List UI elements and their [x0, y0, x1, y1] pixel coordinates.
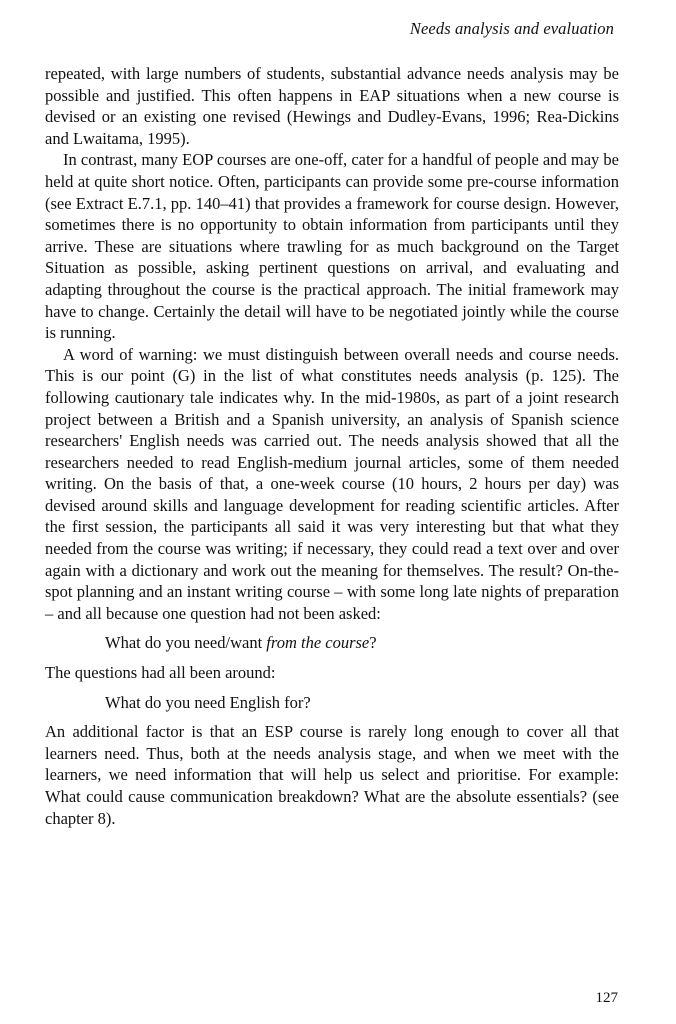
paragraph-5: An additional factor is that an ESP course is rarely long enough to cover all that learners need. Thus, both at the needs analysis stage, and when we meet with the learners, we need information that will help us select and prioritise. For example: What could cause communication breakdown? What are the absolute essentials? (see chapter 8).: [45, 722, 619, 828]
paragraph-3: A word of warning: we must distinguish between overall needs and course needs. This is our point (G) in the list of what constitutes needs analysis (p. 125). The following cautionary tale indicates why. In the mid-1980s, as part of a joint research project between a British and a Spanish university, an analysis of Spanish science researchers' English needs was carried out. The needs analysis showed that all the researchers needed to read English-medium journal articles, some of them needed writing. On the basis of that, a one-week course (10 hours, 2 hours per day) was devised around skills and language development for reading scientific articles. After the first session, the participants all said it was very interesting but that what they needed from the course was writing; if necessary, they could read a text over and over again with a dictionary and work out the meaning for themselves. The result? On-the-spot planning and an instant writing course – with some long late nights of preparation – and all because one question had not been asked:: [45, 344, 619, 623]
paragraph-1: repeated, with large numbers of students, substantial advance needs analysis may be possible and justified. This often happens in EAP situations when a new course is devised or an existing one revised (Hewings and Dudley-Evans, 1996; Rea-Dickins and Lwaitama, 1995).: [45, 64, 619, 148]
paragraph-4: The questions had all been around:: [45, 663, 276, 683]
page-number: 127: [595, 990, 618, 1006]
example-question-2: What do you need English for?: [105, 692, 311, 712]
example-question-1-emphasis: from the course: [266, 633, 370, 653]
running-head: Needs analysis and evaluation: [409, 19, 614, 38]
paragraph-2: In contrast, many EOP courses are one-off, cater for a handful of people and may be held at quite short notice. Often, participants can provide some pre-course information (see Extract E.7.1, pp. 140–41) that provides a framework for course design. However, sometimes there is no opportunity to obtain information from participants until they arrive. These are situations where trawling for as much background on the Target Situation as possible, asking pertinent questions on arrival, and evaluating and adapting throughout the course is the practical approach. The initial framework may have to change. Certainly the detail will have to be negotiated jointly while the course is running.: [45, 150, 619, 343]
body-text: [45, 63, 619, 829]
example-question-1: [45, 632, 619, 654]
example-question-1-end: ?: [369, 633, 377, 653]
example-question-1-text: What do you need/want: [105, 633, 267, 653]
